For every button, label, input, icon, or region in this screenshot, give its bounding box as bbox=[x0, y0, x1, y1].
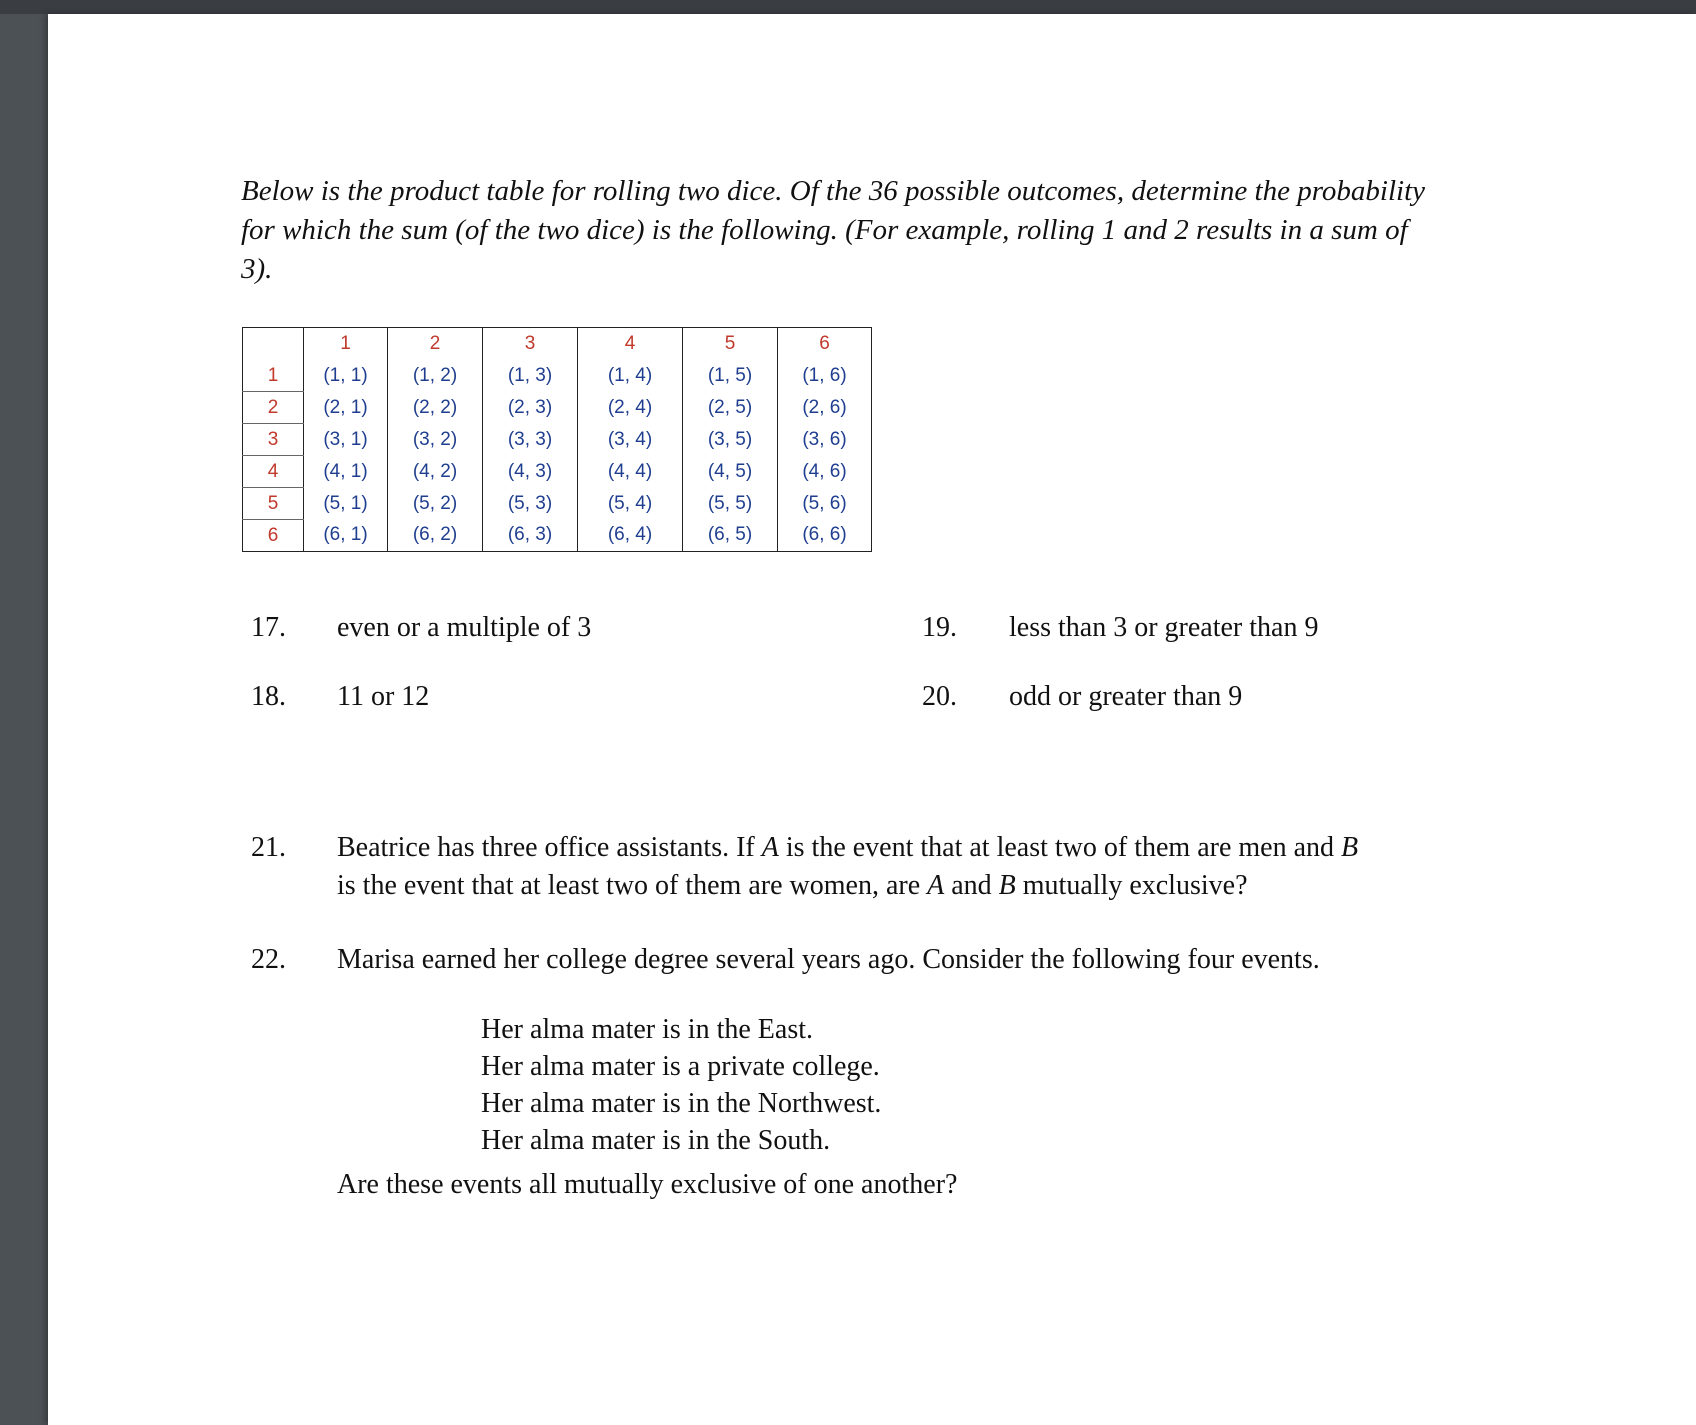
col-header: 4 bbox=[578, 328, 683, 361]
table-cell: (5, 5) bbox=[683, 488, 778, 520]
list-item: Her alma mater is in the South. bbox=[481, 1125, 831, 1156]
row-header: 2 bbox=[243, 392, 304, 424]
col-header: 2 bbox=[388, 328, 483, 361]
table-cell: (3, 1) bbox=[304, 424, 388, 456]
table-cell: (6, 2) bbox=[388, 520, 483, 552]
table-cell: (4, 3) bbox=[483, 456, 578, 488]
col-header: 5 bbox=[683, 328, 778, 361]
col-header: 3 bbox=[483, 328, 578, 361]
event-list bbox=[481, 1011, 881, 1159]
question-text: less than 3 or greater than 9 bbox=[1009, 612, 1319, 643]
table-cell: (6, 5) bbox=[683, 520, 778, 552]
row-header: 3 bbox=[243, 424, 304, 456]
table-row bbox=[243, 392, 872, 424]
question-number: 18. bbox=[251, 681, 286, 712]
question-text: 11 or 12 bbox=[337, 681, 430, 712]
table-cell: (3, 4) bbox=[578, 424, 683, 456]
question-text: odd or greater than 9 bbox=[1009, 681, 1243, 712]
variable-b: B bbox=[1341, 832, 1359, 863]
question-number: 20. bbox=[922, 681, 957, 712]
question-number: 21. bbox=[251, 832, 286, 863]
variable-a: A bbox=[761, 832, 779, 863]
table-cell: (1, 3) bbox=[483, 360, 578, 392]
table-cell: (4, 4) bbox=[578, 456, 683, 488]
table-cell: (5, 6) bbox=[778, 488, 872, 520]
row-header: 5 bbox=[243, 488, 304, 520]
question-number: 22. bbox=[251, 944, 286, 975]
question-number: 19. bbox=[922, 612, 957, 643]
table-cell: (4, 1) bbox=[304, 456, 388, 488]
table-cell: (5, 3) bbox=[483, 488, 578, 520]
table-cell: (2, 1) bbox=[304, 392, 388, 424]
table-row bbox=[243, 520, 872, 552]
table-corner-cell bbox=[243, 328, 304, 361]
question-text bbox=[337, 829, 1358, 905]
question-text: Marisa earned her college degree several years ago. Consider the following four events. bbox=[337, 944, 1320, 975]
table-cell: (2, 6) bbox=[778, 392, 872, 424]
question-text: even or a multiple of 3 bbox=[337, 612, 592, 643]
col-header: 1 bbox=[304, 328, 388, 361]
list-item: Her alma mater is in the Northwest. bbox=[481, 1088, 882, 1119]
table-cell: (2, 4) bbox=[578, 392, 683, 424]
table-cell: (6, 6) bbox=[778, 520, 872, 552]
document-page bbox=[48, 14, 1696, 1425]
table-cell: (2, 2) bbox=[388, 392, 483, 424]
question-text-line: Beatrice has three office assistants. If A is the event that at least two of them are men and B bbox=[337, 832, 1359, 863]
table-cell: (6, 3) bbox=[483, 520, 578, 552]
variable-b: B bbox=[998, 870, 1016, 901]
table-cell: (1, 1) bbox=[304, 360, 388, 392]
table-header-row bbox=[243, 328, 872, 361]
table-cell: (2, 3) bbox=[483, 392, 578, 424]
dice-outcome-table bbox=[242, 327, 872, 552]
table-row bbox=[243, 456, 872, 488]
table-cell: (3, 6) bbox=[778, 424, 872, 456]
table-cell: (4, 2) bbox=[388, 456, 483, 488]
table-cell: (4, 5) bbox=[683, 456, 778, 488]
intro-paragraph: Below is the product table for rolling two dice. Of the 36 possible outcomes, determine the probability for which the sum (of the two dice) is the following. (For example, rolling 1 and 2 results in a sum of 3). bbox=[241, 175, 1426, 285]
table-cell: (6, 1) bbox=[304, 520, 388, 552]
table-cell: (1, 5) bbox=[683, 360, 778, 392]
table-cell: (1, 2) bbox=[388, 360, 483, 392]
table-row bbox=[243, 488, 872, 520]
table-cell: (5, 4) bbox=[578, 488, 683, 520]
viewer-top-bar bbox=[0, 0, 1696, 14]
table-cell: (3, 3) bbox=[483, 424, 578, 456]
table-cell: (2, 5) bbox=[683, 392, 778, 424]
row-header: 1 bbox=[243, 360, 304, 392]
table-cell: (3, 2) bbox=[388, 424, 483, 456]
row-header: 6 bbox=[243, 520, 304, 552]
table-cell: (4, 6) bbox=[778, 456, 872, 488]
row-header: 4 bbox=[243, 456, 304, 488]
table-cell: (6, 4) bbox=[578, 520, 683, 552]
table-row bbox=[243, 424, 872, 456]
question-22-closing: Are these events all mutually exclusive of one another? bbox=[337, 1169, 958, 1200]
table-cell: (5, 1) bbox=[304, 488, 388, 520]
table-cell: (5, 2) bbox=[388, 488, 483, 520]
list-item: Her alma mater is in the East. bbox=[481, 1014, 813, 1045]
col-header: 6 bbox=[778, 328, 872, 361]
question-number: 17. bbox=[251, 612, 286, 643]
table-cell: (3, 5) bbox=[683, 424, 778, 456]
list-item: Her alma mater is a private college. bbox=[481, 1051, 880, 1082]
question-text-line: is the event that at least two of them are women, are A and B mutually exclusive? bbox=[337, 870, 1248, 901]
table-cell: (1, 4) bbox=[578, 360, 683, 392]
table-cell: (1, 6) bbox=[778, 360, 872, 392]
variable-a: A bbox=[927, 870, 945, 901]
table-row bbox=[243, 360, 872, 392]
